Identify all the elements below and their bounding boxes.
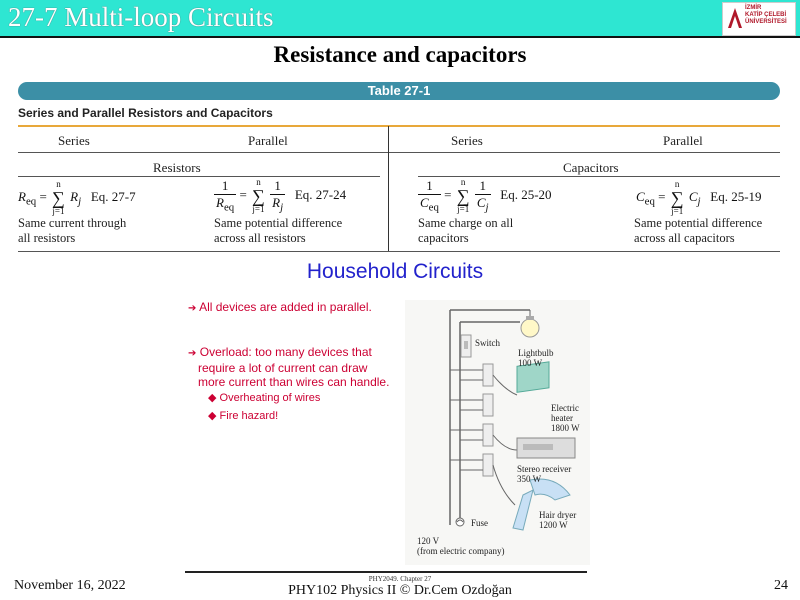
logo-text: İZMİR KATİP ÇELEBİ ÜNİVERSİTESİ [745,5,787,25]
table-bottom-rule [18,251,780,252]
label-lightbulb: Lightbulb 100 W [518,348,554,368]
group-capacitors-rule [418,176,780,177]
sub-bullet-fire: ◆ Fire hazard! [208,410,279,422]
formula-c-series: $\frac{1}{C_{eq}}$ = n ∑ j=1 $\frac{1}{C_j}$ Eq. 25-20 [420,177,552,214]
formula-r-series: $R_{eq} = n$ ∑ j=1 $R_j$ Eq. 27-7 [18,179,136,216]
footer-course-code: PHY2049. Chapter 27 [368,575,432,583]
label-heater: Electric heater 1800 W [551,403,580,433]
bullet-parallel: ➔ All devices are added in parallel. [188,300,372,314]
group-resistors: Resistors [153,160,201,175]
header-parallel-resistors: Parallel [248,133,288,148]
university-logo [722,2,796,36]
table-divider [388,126,389,251]
desc-c-series: Same charge on all capacitors [418,216,514,245]
formula-c-parallel: $C_{eq} = n$ ∑ j=1 $C_j$ Eq. 25-19 [636,179,762,216]
page-number: 24 [774,578,788,593]
logo-emblem-icon [726,6,744,30]
label-stereo: Stereo receiver 350 W [517,464,572,484]
table-caption: Series and Parallel Resistors and Capacitors [18,106,273,120]
arrow-bullet-icon: ➔ [188,303,197,314]
slide-subtitle: Resistance and capacitors [273,42,527,67]
table-label: Table 27-1 [367,83,431,98]
footer-rule [185,571,587,573]
table-header-rule [18,152,780,153]
table-top-rule [18,125,780,127]
header-parallel-capacitors: Parallel [663,133,703,148]
label-fuse: Fuse [471,518,489,528]
title-bar [0,0,800,38]
household-title: Household Circuits [306,260,484,283]
bullet-overload: ➔ Overload: too many devices that require a lot of current can draw more current than wires can handle. [188,345,390,389]
slide-title: 27-7 Multi-loop Circuits [8,2,274,32]
header-series-capacitors: Series [451,133,483,148]
diamond-bullet-icon: ◆ [208,410,217,422]
diamond-bullet-icon: ◆ [208,392,217,404]
label-hairdryer: Hair dryer 1200 W [539,510,577,530]
arrow-bullet-icon: ➔ [188,348,197,359]
footer-course: PHY102 Physics II © Dr.Cem Ozdoğan [288,583,512,598]
label-switch: Switch [475,338,501,348]
footer-date: November 16, 2022 [14,578,126,593]
group-resistors-rule [18,176,380,177]
desc-r-series: Same current through all resistors [18,216,127,245]
sub-bullet-overheating: ◆ Overheating of wires [208,392,321,404]
header-series-resistors: Series [58,133,90,148]
formula-r-parallel: $\frac{1}{R_{eq}}$ = n ∑ j=1 $\frac{1}{R_j}$ Eq. 27-24 [216,177,347,214]
label-source: 120 V (from electric company) [417,536,505,556]
household-circuit-figure [405,300,590,565]
desc-r-parallel: Same potential difference across all resistors [214,216,343,245]
desc-c-parallel: Same potential difference across all capacitors [634,216,763,245]
table-header-bar [18,82,780,100]
group-capacitors: Capacitors [563,160,619,175]
